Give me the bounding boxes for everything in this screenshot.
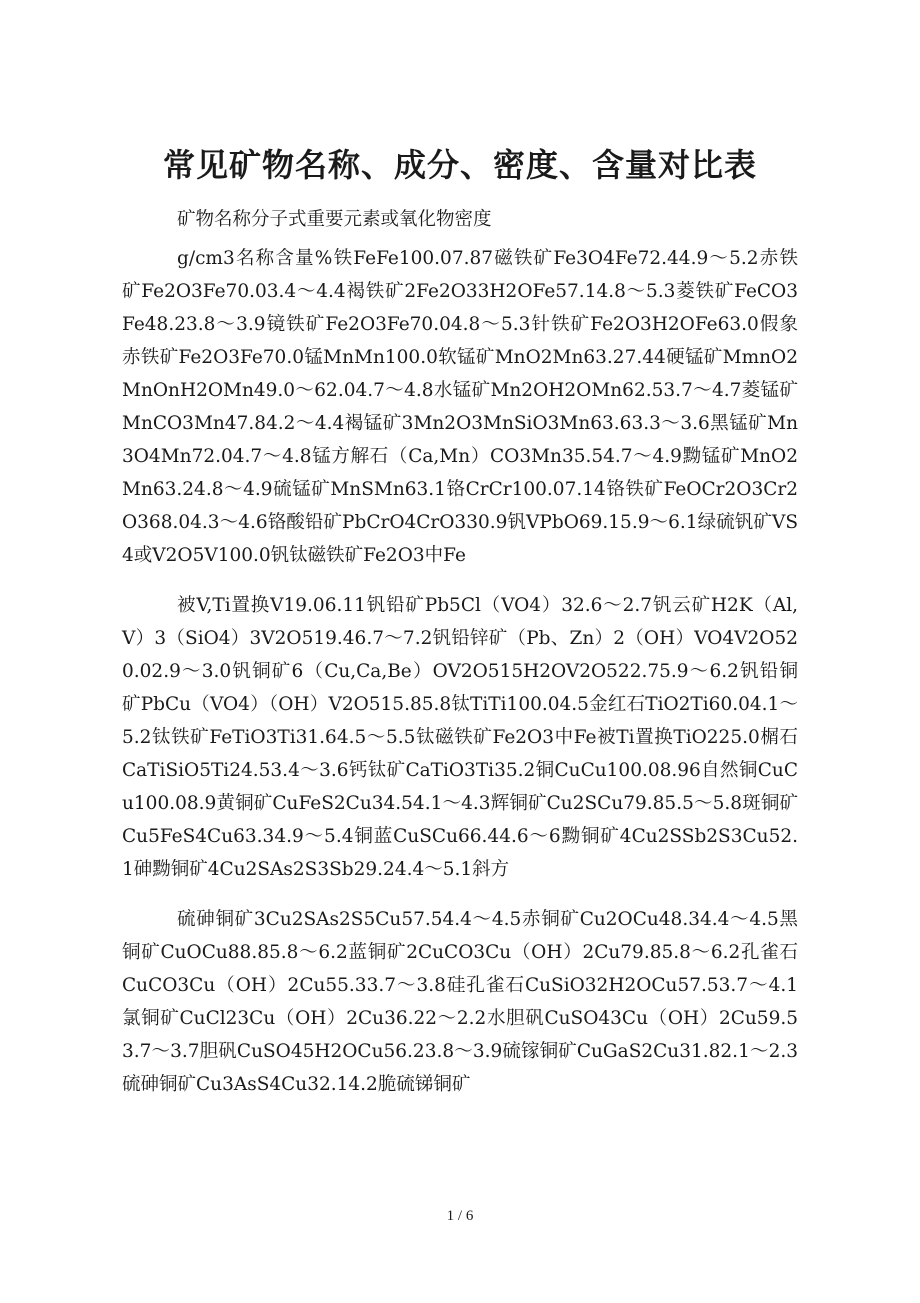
paragraph-header: 矿物名称分子式重要元素或氧化物密度 [177, 209, 492, 230]
paragraph-vanadium-titanium-copper: 被V,Ti置换V19.06.11钒铅矿Pb5Cl（VO4）32.6～2.7钒云矿H2K（Al,V）3（SiO4）3V2O519.46.7～7.2钒铅锌矿（Pb、Zn）2（OH）VO4V2O520.02.9～3.0钒铜矿6（Cu,Ca,Be）OV2O515H2OV2O522.75.9～6.2钒铅铜矿PbCu（VO4）（OH）V2O515.85.8钛TiTi100.04.5金红石TiO2Ti60.04.1～5.2钛铁矿FeTiO3Ti31.64.5～5.5钛磁铁矿Fe2O3中Fe被Ti置换TiO225.0榍石CaTiSiO5Ti24.53.4～3.6钙钛矿CaTiO3Ti35.2铜CuCu100.08.96自然铜CuCu100.08.9黄铜矿CuFeS2Cu34.54.1～4.3辉铜矿Cu2SCu79.85.5～5.8斑铜矿Cu5FeS4Cu63.34.9～5.4铜蓝CuSCu66.44.6～6黝铜矿4Cu2SSb2S3Cu52.1砷黝铜矿4Cu2SAs2S3Sb29.24.4～5.1斜方 [122, 595, 798, 880]
paragraph-copper-minerals: 硫砷铜矿3Cu2SAs2S5Cu57.54.4～4.5赤铜矿Cu2OCu48.34.4～4.5黑铜矿CuOCu88.85.8～6.2蓝铜矿2CuCO3Cu（OH）2Cu79.85.8～6.2孔雀石CuCO3Cu（OH）2Cu55.33.7～3.8硅孔雀石CuSiO32H2OCu57.53.7～4.1氯铜矿CuCl23Cu（OH）2Cu36.22～2.2水胆矾CuSO43Cu（OH）2Cu59.53.7～3.7胆矾CuSO45H2OCu56.23.8～3.9硫镓铜矿CuGaS2Cu31.82.1～2.3硫砷铜矿Cu3AsS4Cu32.14.2脆硫锑铜矿 [122, 909, 798, 1095]
page-title: 常见矿物名称、成分、密度、含量对比表 [162, 146, 757, 184]
document-body [122, 203, 798, 1101]
paragraph-iron-manganese-chromium-vanadium: g/cm3名称含量%铁FeFe100.07.87磁铁矿Fe3O4Fe72.44.9～5.2赤铁矿Fe2O3Fe70.03.4～4.4褐铁矿2Fe2O33H2OFe57.14.8～5.3菱铁矿FeCO3Fe48.23.8～3.9镜铁矿Fe2O3Fe70.04.8～5.3针铁矿Fe2O3H2OFe63.0假象赤铁矿Fe2O3Fe70.0锰MnMn100.0软锰矿MnO2Mn63.27.44硬锰矿MmnO2MnOnH2OMn49.0～62.04.7～4.8水锰矿Mn2OH2OMn62.53.7～4.7菱锰矿MnCO3Mn47.84.2～4.4褐锰矿3Mn2O3MnSiO3Mn63.63.3～3.6黑锰矿Mn3O4Mn72.04.7～4.8锰方解石（Ca,Mn）CO3Mn35.54.7～4.9黝锰矿MnO2Mn63.24.8～4.9硫锰矿MnSMn63.1铬CrCr100.07.14铬铁矿FeOCr2O3Cr2O368.04.3～4.6铬酸铅矿PbCrO4CrO330.9钒VPbO69.15.9～6.1绿硫钒矿VS4或V2O5V100.0钒钛磁铁矿Fe2O3中Fe [122, 248, 798, 566]
page-number: 1 / 6 [446, 1208, 474, 1224]
